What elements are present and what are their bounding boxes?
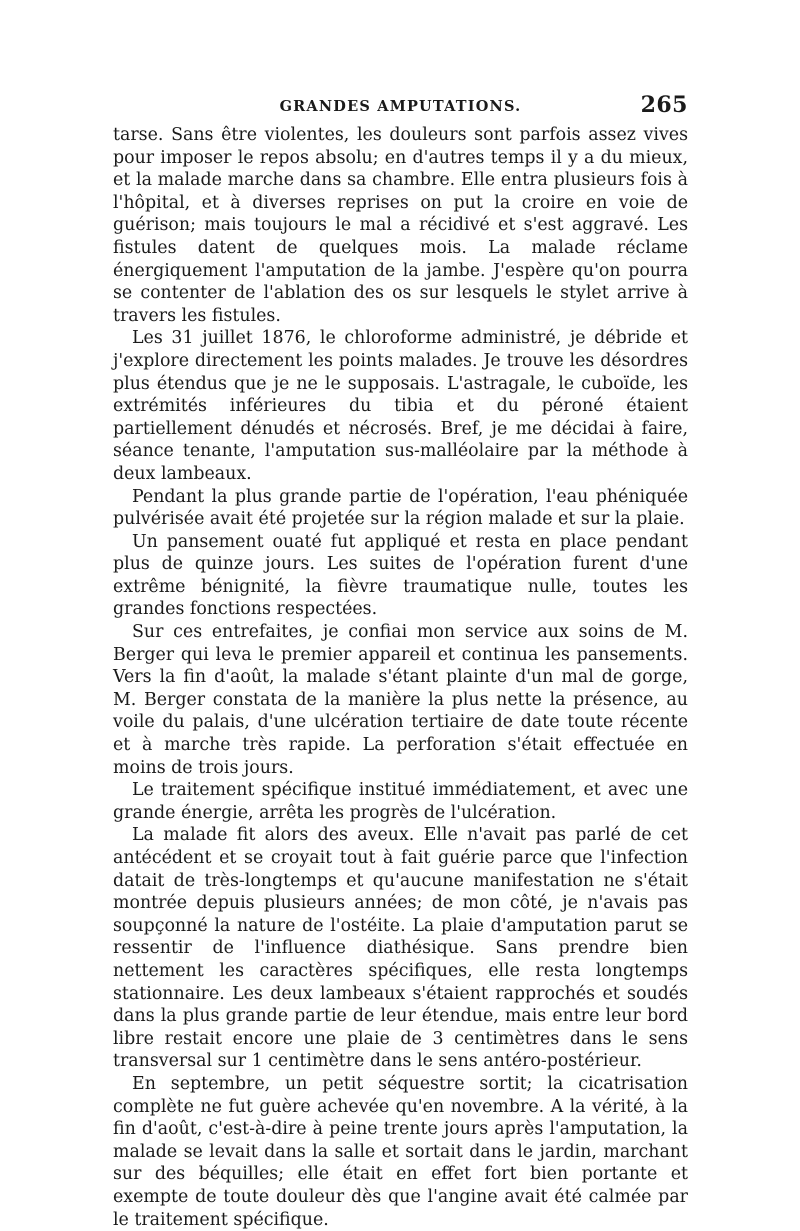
- paragraph-1: tarse. Sans être violentes, les douleurs sont parfois assez vives pour imposer le repos absolu; en d'autres temps il y a du mieux, et la malade marche dans sa chambre. Elle entra plusieurs fois à l'hôpital, et à diverses reprises on put la croire en voie de guérison; mais toujours le mal a récidivé et s'est aggravé. Les fistules datent de quelques mois. La malade réclame énergiquement l'amputation de la jambe. J'espère qu'on pourra se contenter de l'ablation des os sur lesquels le stylet arrive à travers les fistules.: [113, 125, 688, 326]
- body-text: [113, 124, 688, 1231]
- paragraph-3: Pendant la plus grande partie de l'opération, l'eau phéniquée pulvérisée avait été projetée sur la région malade et sur la plaie.: [113, 486, 688, 530]
- book-page: [113, 92, 688, 1231]
- running-title: GRANDES AMPUTATIONS.: [279, 98, 522, 115]
- paragraph-6: Le traitement spécifique institué immédiatement, et avec une grande énergie, arrêta les progrès de l'ulcération.: [113, 780, 688, 823]
- running-head: [113, 92, 688, 124]
- page-number: 265: [640, 92, 688, 118]
- paragraph-5: Sur ces entrefaites, je confiai mon service aux soins de M. Berger qui leva le premier appareil et continua les pansements. Vers la fin d'août, la malade s'étant plainte d'un mal de gorge, M. Berger constata de la manière la plus nette la présence, au voile du palais, d'une ulcération tertiaire de date toute récente et à marche très rapide. La perforation s'était effectuée en moins de trois jours.: [113, 622, 688, 778]
- paragraph-7: La malade fit alors des aveux. Elle n'avait pas parlé de cet antécédent et se croyait tout à fait guérie parce que l'infection datait de très-longtemps et qu'aucune manifestation ne s'était montrée depuis plusieurs années; de mon côté, je n'avais pas soupçonné la nature de l'ostéite. La plaie d'amputation parut se ressentir de l'influence diathésique. Sans prendre bien nettement les caractères spécifiques, elle resta longtemps stationnaire. Les deux lambeaux s'étaient rapprochés et soudés dans la plus grande partie de leur étendue, mais entre leur bord libre restait encore une plaie de 3 centimètres dans le sens transversal sur 1 centimètre dans le sens antéro-postérieur.: [113, 825, 688, 1072]
- paragraph-2: Les 31 juillet 1876, le chloroforme administré, je débride et j'explore directement les points malades. Je trouve les désordres plus étendus que je ne le supposais. L'astragale, le cuboïde, les extrémités inférieures du tibia et du péroné étaient partiellement dénudés et nécrosés. Bref, je me décidai à faire, séance tenante, l'amputation sus-malléolaire par la méthode à deux lambeaux.: [113, 328, 688, 484]
- paragraph-8: En septembre, un petit séquestre sortit; la cicatrisation complète ne fut guère achevée qu'en novembre. A la vérité, à la fin d'août, c'est-à-dire à peine trente jours après l'amputation, la malade se levait dans la salle et sortait dans le jardin, marchant sur des béquilles; elle était en effet fort bien portante et exempte de toute douleur dès que l'angine avait été calmée par le traitement spécifique.: [113, 1073, 688, 1230]
- paragraph-4: Un pansement ouaté fut appliqué et resta en place pendant plus de quinze jours. Les suites de l'opération furent d'une extrême bénignité, la fièvre traumatique nulle, toutes les grandes fonctions respectées.: [113, 531, 688, 620]
